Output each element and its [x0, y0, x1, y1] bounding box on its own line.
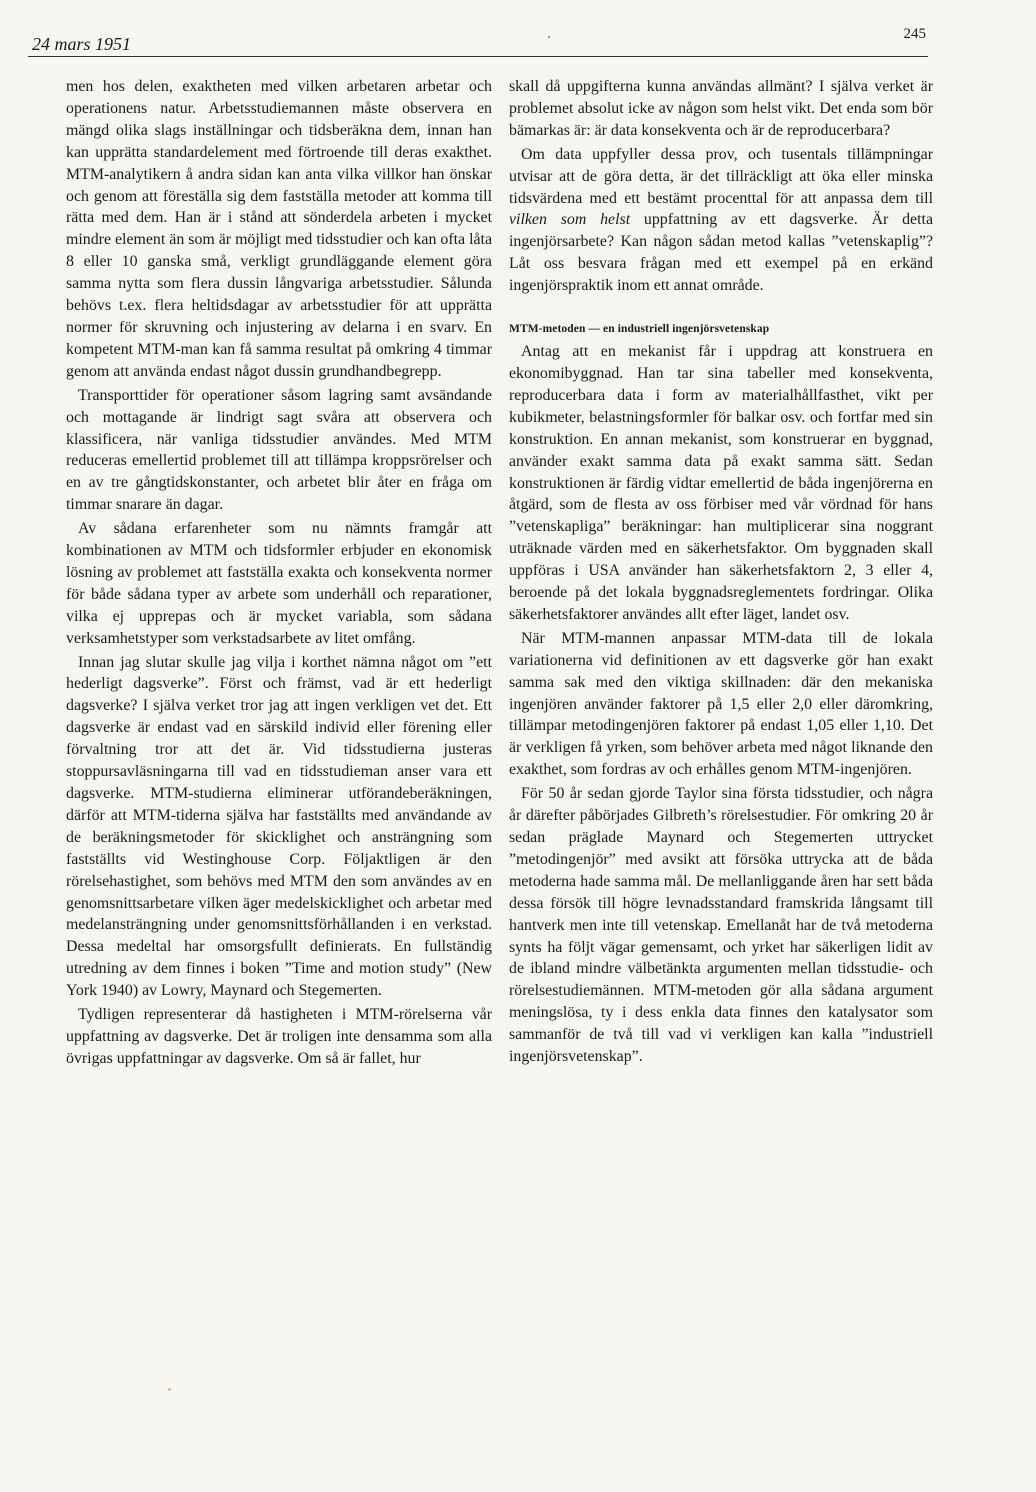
paragraph: Innan jag slutar skulle jag vilja i korthet nämna något om ”ett hederligt dagsverke”. Först och främst, vad är ett hederligt dagsverke? I själva verket tror jag att ingen verkligen vet det. Ett dagsverke är endast vad en särskild individ eller förening eller förvaltning tror att det är. Vid tidsstudierna justeras stoppursavläsningarna till vad en tidsstudieman anser vara ett dagsverke. MTM-studierna eliminerar utförandeberäkningen, därför att MTM-tiderna själva har fastställts med användande av de beräkningsmetoder för skicklighet och ansträngning som fastställts vid Westinghouse Corp. Följaktligen är den rörelsehastighet, som behövs med MTM den som användes av en genomsnittsarbetare vilken äger medelskicklighet och arbetar med medelansträngning under genomsnittsförhållanden i en verkstad. Dessa medeltal har omsorgsfullt definierats. En fullständig utredning av dem finnes i boken ”Time and motion study” (New York 1940) av Lowry, Maynard och Stegemerten.	[66, 653, 492, 1000]
paragraph: skall då uppgifterna kunna användas allmänt? I själva verket är problemet absolut icke av någon som helst vikt. Det enda som bör bämarkas är: är data konsekventa och är de reproducerbara?	[509, 78, 933, 139]
left-column	[66, 76, 492, 1070]
paragraph: Tydligen representerar då hastigheten i MTM-rörelserna vår uppfattning av dagsverke. Det är troligen inte densamma som alla övrigas uppfattningar av dagsverke. Om så är fallet, hur	[66, 1006, 492, 1067]
paragraph: Transporttider för operationer såsom lagring samt avsändande och mottagande är lindrigt sagt svåra att observera och klassificera, när vanliga tidsstudier användes. Med MTM reduceras emellertid problemet till att tillämpa kroppsrörelser och en av tre gångtidskonstanter, och arbetet blir åter en fråga om timmar snarare än dagar.	[66, 386, 492, 514]
print-speck	[548, 36, 550, 38]
print-speck	[168, 1388, 171, 1391]
emphasis: vilken som helst	[509, 211, 631, 229]
paragraph: När MTM-mannen anpassar MTM-data till de lokala variationerna vid definitionen av ett dagsverke gör han exakt samma sak med den viktiga skillnaden: där den mekaniska ingenjören använder faktorer på 1,5 eller 2,0 eller däromkring, tillämpar metodingenjören faktorer på endast 1,05 eller 1,10. Det är verkligen få yrken, som behöver arbeta med något liknande den exakthet, som fordras av och erhålles genom MTM-ingenjören.	[509, 629, 933, 779]
paragraph: Antag att en mekanist får i uppdrag att konstruera en ekonomibyggnad. Han tar sina tabeller med konsekventa, reproducerbara data i form av materialhållfasthet, vikt per kubikmeter, belastningsformler för balkar osv. och fortfar med sin konstruktion. En annan mekanist, som konstruerar en byggnad, använder exakt samma data på exakt samma sätt. Sedan konstruktionen är färdig vidtar emellertid de båda ingenjörerna en åtgärd, som de flesta av oss förbiser med vår vördnad för hans ”vetenskapliga” beräkningar: han multiplicerar sina noggrant uträknade värden med en säkerhetsfaktor. Om byggnaden skall uppföras i USA använder han säkerhetsfaktorn 2, 3 eller 4, beroende på det lokala byggnadsreglementets fordringar. Olika säkerhetsfaktorer användes allt efter läget, landet osv.	[509, 343, 933, 623]
right-column	[509, 76, 933, 1068]
paragraph: men hos delen, exaktheten med vilken arbetaren arbetar och operationens natur. Arbetsstudiemannen måste observera en mängd olika slags inställningar och tidsberäkna dem, innan han kan upprätta standardelement med förtroende till deras exakthet. MTM-analytikern å andra sidan kan anta vilka villkor han önskar och genom att föreställa sig dem fastställa metoder att komma till rätta med dem. Han är i stånd att sönderdela arbeten i mycket mindre element än som är möjligt med tidsstudier och kan ofta låta 8 eller 10 ganska små, verkligt grundläggande element göra samma nytta som flera dussin långvariga arbetsstudier. Sålunda behövs t.ex. flera heltidsdagar av arbetsstudier för att upprätta normer för skruvning och injustering av delarna i en svarv. En kompetent MTM-man kan få samma resultat på omkring 4 timmar genom att använda endast något dussin grundhandbegrepp.	[66, 78, 492, 380]
page-number: 245	[903, 26, 926, 42]
paragraph: Av sådana erfarenheter som nu nämnts framgår att kombinationen av MTM och tidsformler erbjuder en ekonomisk lösning av problemet att fastställa exakta och konsekventa normer för både sådana typer av arbete som underhåll och reparationer, vilka ej upprepas och är mycket variabla, som sådana verksamhetstyper som verkstadsarbete av litet omfång.	[66, 520, 492, 647]
page-header	[28, 26, 928, 57]
page-date: 24 mars 1951	[32, 34, 132, 54]
paragraph: Om data uppfyller dessa prov, och tusentals tillämpningar utvisar att de göra detta, är det tillräckligt att öka eller minska tidsvärdena med ett bestämt procenttal för att anpassa dem till vilken som helst uppfattning av ett dagsverke. Är detta ingenjörsarbete? Kan någon sådan metod kallas ”vetenskaplig”? Låt oss besvara frågan med ett exempel på en erkänd ingenjörspraktik inom ett annat område.	[509, 145, 933, 295]
section-heading: MTM-metoden — en industriell ingenjörsvetenskap	[509, 323, 770, 336]
paragraph: För 50 år sedan gjorde Taylor sina första tidsstudier, och några år därefter påbörjades Gilbreth’s rörelsestudier. För omkring 20 år sedan präglade Maynard och Stegemerten uttrycket ”metodingenjör” med avsikt att försöka uttrycka att de båda metoderna hade samma mål. De mellanliggande åren har sett båda dessa försök till högre levnadsstandard framskrida långsamt till hantverk men inte till vetenskap. Emellanåt har de två metoderna synts ha följt vägar gemensamt, och yrket har säkerligen lidit av de ibland mindre välbetänkta argumenten mellan tidsstudie- och rörelsestudiemännen. MTM-metoden gör alla sådana argument meningslösa, ty i dess enkla data finnes den katalysator som sammanför de två till vad vi verkligen kan kalla ”industriell ingenjörsvetenskap”.	[509, 785, 933, 1066]
